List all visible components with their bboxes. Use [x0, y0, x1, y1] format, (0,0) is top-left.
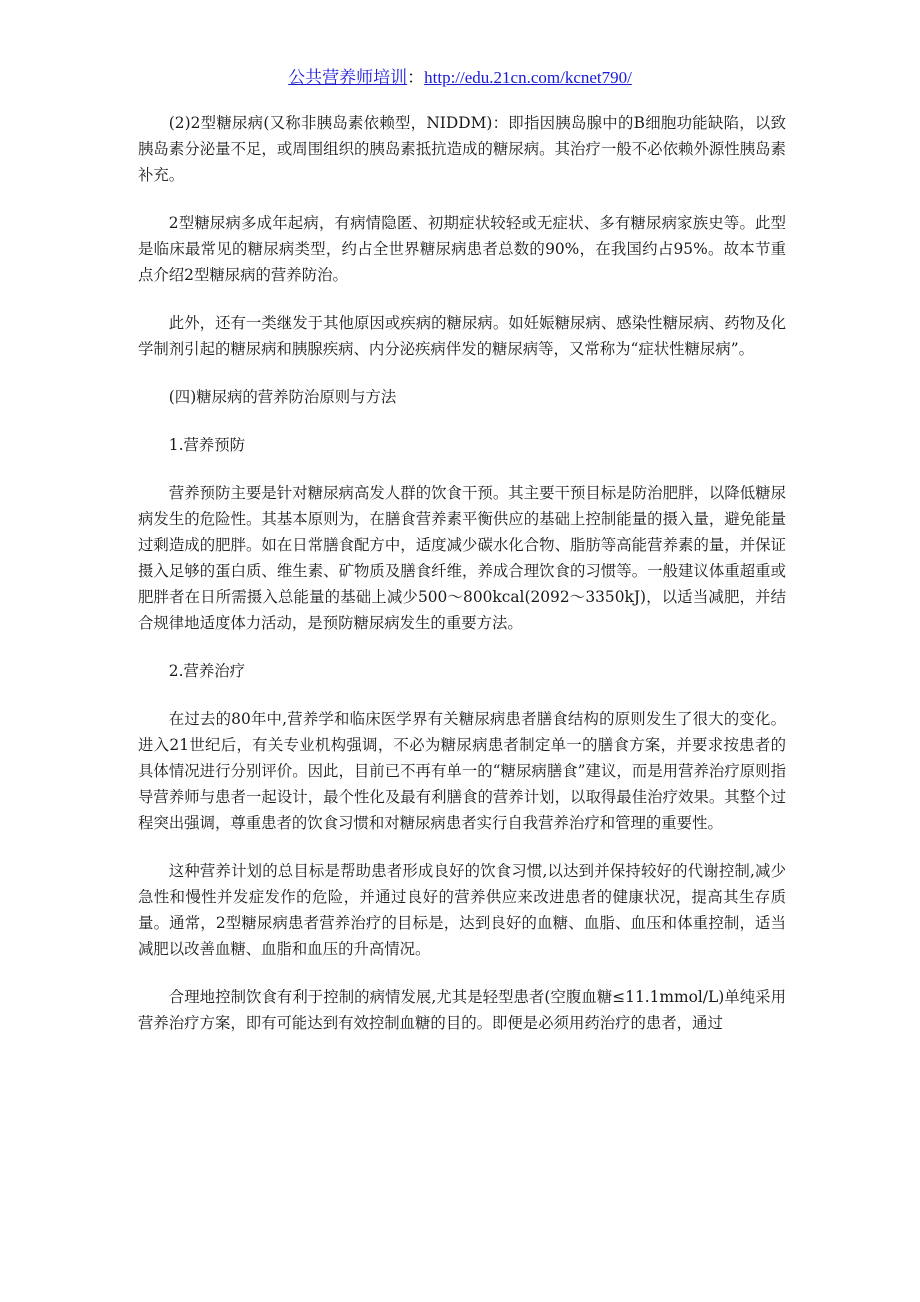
header-url-link[interactable]: http://edu.21cn.com/kcnet790/ [424, 68, 632, 87]
paragraph: 在过去的80年中,营养学和临床医学界有关糖尿病患者膳食结构的原则发生了很大的变化。进入21世纪后，有关专业机构强调，不必为糖尿病患者制定单一的膳食方案，并要求按患者的具体情况进行分别评价。因此，目前已不再有单一的“糖尿病膳食”建议，而是用营养治疗原则指导营养师与患者一起设计，最个性化及最有利膳食的营养计划，以取得最佳治疗效果。其整个过程突出强调，尊重患者的饮食习惯和对糖尿病患者实行自我营养治疗和管理的重要性。 [138, 710, 786, 832]
header-separator: ： [407, 68, 425, 87]
subsection-heading: 1.营养预防 [168, 436, 246, 454]
header-title-link[interactable]: 公共营养师培训 [288, 68, 408, 87]
paragraph: 合理地控制饮食有利于控制的病情发展,尤其是轻型患者(空腹血糖≤11.1mmol/L)单纯采用营养治疗方案，即有可能达到有效控制血糖的目的。即便是必须用药治疗的患者，通过 [138, 988, 786, 1032]
subsection-heading: 2.营养治疗 [168, 662, 246, 680]
paragraph: (2)2型糖尿病(又称非胰岛素依赖型，NIDDM)：即指因胰岛腺中的B细胞功能缺陷，以致胰岛素分泌量不足，或周围组织的胰岛素抵抗造成的糖尿病。其治疗一般不必依赖外源性胰岛素补充。 [138, 114, 786, 184]
page-header [0, 66, 920, 90]
paragraph: 这种营养计划的总目标是帮助患者形成良好的饮食习惯,以达到并保持较好的代谢控制,减少急性和慢性并发症发作的危险，并通过良好的营养供应来改进患者的健康状况，提高其生存质量。通常，2型糖尿病患者营养治疗的目标是，达到良好的血糖、血脂、血压和体重控制，适当减肥以改善血糖、血脂和血压的升高情况。 [138, 862, 786, 958]
document-body [138, 110, 786, 1058]
section-heading: (四)糖尿病的营养防治原则与方法 [168, 388, 397, 406]
paragraph: 此外，还有一类继发于其他原因或疾病的糖尿病。如妊娠糖尿病、感染性糖尿病、药物及化学制剂引起的糖尿病和胰腺疾病、内分泌疾病伴发的糖尿病等，又常称为“症状性糖尿病”。 [138, 314, 786, 358]
paragraph: 营养预防主要是针对糖尿病高发人群的饮食干预。其主要干预目标是防治肥胖，以降低糖尿病发生的危险性。其基本原则为，在膳食营养素平衡供应的基础上控制能量的摄入量，避免能量过剩造成的肥胖。如在日常膳食配方中，适度减少碳水化合物、脂肪等高能营养素的量，并保证摄入足够的蛋白质、维生素、矿物质及膳食纤维，养成合理饮食的习惯等。一般建议体重超重或肥胖者在日所需摄入总能量的基础上减少500～800kcal(2092～3350kJ)，以适当减肥，并结合规律地适度体力活动，是预防糖尿病发生的重要方法。 [138, 484, 786, 632]
paragraph: 2型糖尿病多成年起病，有病情隐匿、初期症状较轻或无症状、多有糖尿病家族史等。此型是临床最常见的糖尿病类型，约占全世界糖尿病患者总数的90%，在我国约占95%。故本节重点介绍2型糖尿病的营养防治。 [138, 214, 786, 284]
